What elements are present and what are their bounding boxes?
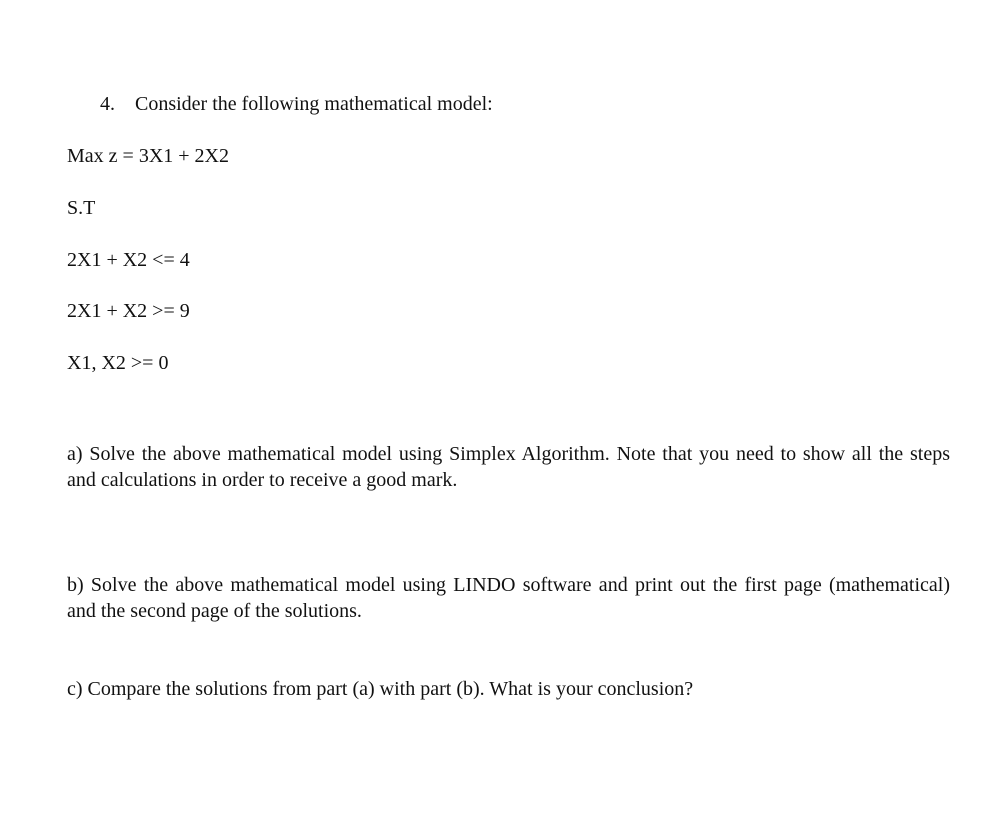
subject-to-label: S.T [67, 197, 96, 219]
part-c-text: c) Compare the solutions from part (a) with part (b). What is your conclusion? [67, 678, 694, 700]
part-a-text: a) Solve the above mathematical model using Simplex Algorithm. Note that you need to show all the steps and calculations in order to receive a good mark. [67, 443, 950, 491]
question-number: 4. [100, 93, 115, 115]
constraint-1: 2X1 + X2 <= 4 [67, 249, 190, 271]
non-negativity-constraint: X1, X2 >= 0 [67, 352, 169, 374]
constraint-2: 2X1 + X2 >= 9 [67, 300, 190, 322]
question-heading [100, 91, 493, 117]
part-b-text: b) Solve the above mathematical model using LINDO software and print out the first page (mathematical) and the second page of the solutions. [67, 574, 950, 622]
question-heading-text: Consider the following mathematical model: [135, 93, 493, 115]
objective-function: Max z = 3X1 + 2X2 [67, 145, 229, 167]
